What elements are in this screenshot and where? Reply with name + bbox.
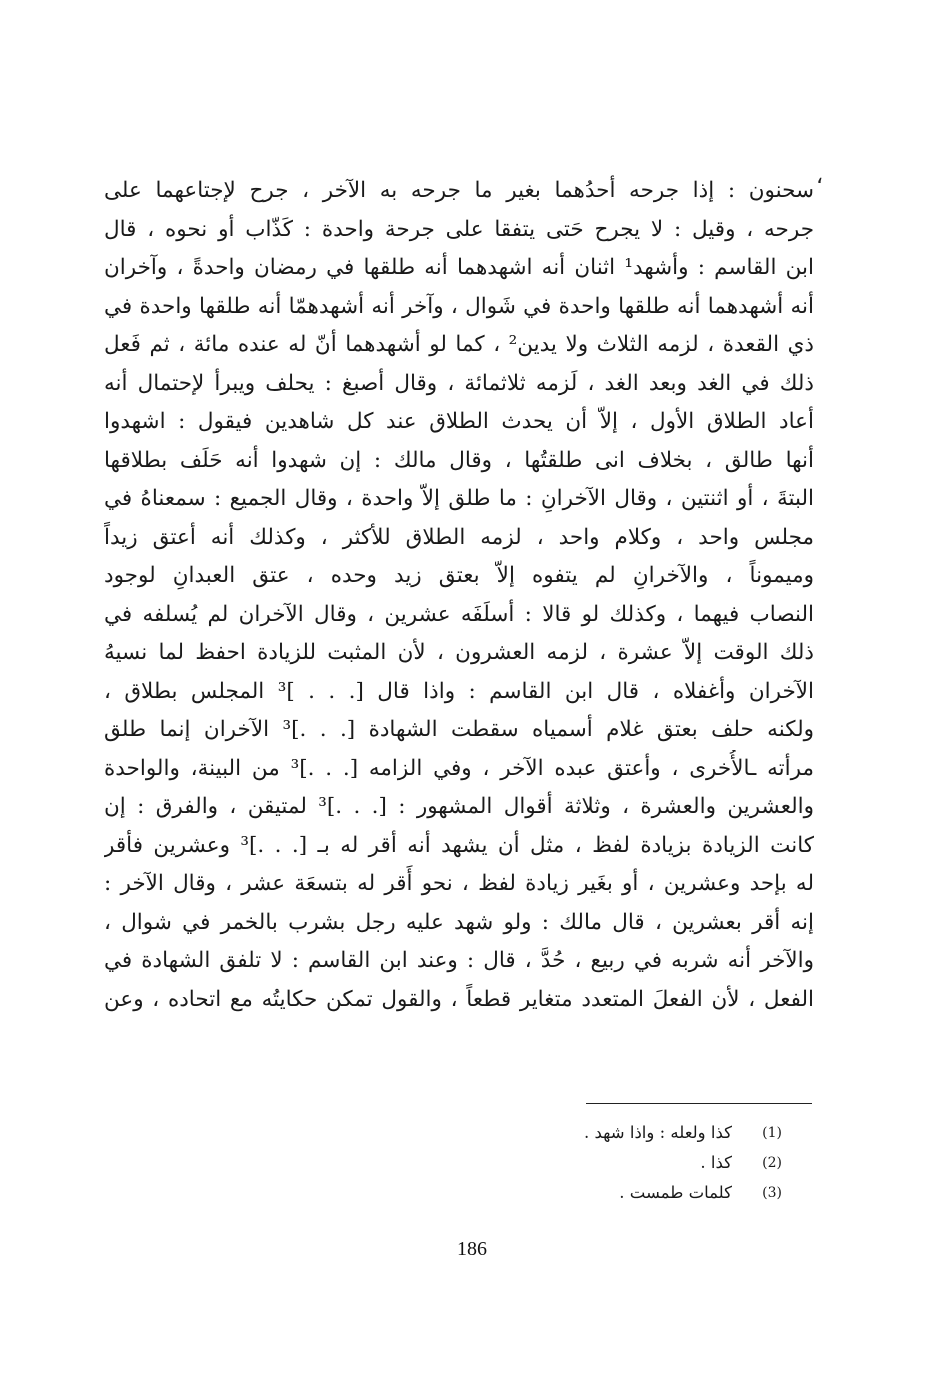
text-line: الفعل ، لأن الفعلَ المتعدد متغاير قطعاً ، والقول تمكن حكايتُه مع اتحاده ، وعن — [104, 986, 814, 1012]
footnote — [462, 1118, 782, 1148]
text-line: البتةَ ، أو اثنتين ، وقال الآخرانِ : ما طلق إلاّ واحدة ، وقال الجميع : سمعناهُ في — [104, 486, 814, 511]
text-line: وميموناً ، والآخرانِ لم يتفوه إلاّ بعتق زيد وحده ، عتق العبدانِ لوجود — [104, 563, 814, 588]
text-line: أنه أشهدهما أنه طلقها واحدة في شَوال ، وآخر أنه أشهدهمّا أنه طلقها واحدة في — [104, 293, 814, 319]
footnotes — [462, 1118, 782, 1208]
text-line: أنها طالق ، بخلاف انى طلقتُها ، وقال مالك : إن شهدوا أنه حَلَف بطلاقها — [104, 447, 814, 473]
text-line: مرأته ـالأُخرى ، وأعتق عبده الآخر ، وفي الزامه [. . .]³ من البينة، والواحدة — [104, 755, 814, 781]
text-line: والعشرين والعشرة ، وثلاثة أقوال المشهور : [. . .]³ لمتيقن ، والفرق : إن — [104, 794, 814, 819]
footnote-text: كلمات طمست . — [619, 1183, 732, 1202]
footnote-number: (3) — [762, 1185, 782, 1201]
text-line: الآخران وأغفلاه ، قال ابن القاسم : واذا قال [. . . ]³ المجلس بطلاق ، — [104, 678, 814, 704]
margin-mark: ، — [816, 164, 824, 189]
body-text — [104, 172, 814, 1019]
text-line: ابن القاسم : وأشهد¹ اثنان أنه اشهدهما أنه طلقها في رمضان واحدةً ، وآخران — [104, 255, 814, 280]
text-line: مجلس واحد ، وكلام واحد ، لزمه الطلاق للأكثر ، وكذلك أنه أعتق زيداً — [104, 524, 814, 550]
text-line: جرحه ، وقيل : لا يجرح حَتى يتفقا على جرحة واحدة : كَذّاب أو نحوه ، قال — [104, 216, 814, 242]
text-line: ذلك في الغد وبعد الغد ، لَزمه ثلاثمائة ، وقال أصبغ : يحلف ويبرأ لإحتمال أنه — [104, 370, 814, 396]
footnote-text: كذا ولعله : واذا شهد . — [584, 1123, 732, 1142]
footnote-number: (1) — [762, 1125, 782, 1141]
text-line: النصاب فيهما ، وكذلك لو قالا : أسلَفَه عشرين ، وقال الآخران لم يُسلفه في — [104, 601, 814, 627]
text-line: ولكنه حلف بعتق غلام أسمياه سقطت الشهادة [. . .]³ الآخران إنما طلق — [104, 717, 814, 742]
text-line: إنه أقر بعشرين ، قال مالك : ولو شهد عليه رجل بشرب بالخمر في شوال ، — [104, 909, 814, 935]
footnote — [462, 1148, 782, 1178]
page-number: 186 — [457, 1238, 487, 1260]
footnote-text: كذا . — [700, 1153, 732, 1172]
footnote — [462, 1178, 782, 1208]
text-line: والآخر أنه شربه في ربيع ، حُدَّ ، قال : وعند ابن القاسم : لا تلفق الشهادة في — [104, 948, 814, 973]
text-line: ذلك الوقت إلاّ عشرة ، لزمه العشرون ، لأن المثبت للزيادة احفظ لما نسيهُ — [104, 640, 814, 665]
text-line: أعاد الطلاق الأول ، إلاّ أن يحدث الطلاق عند كل شاهدين فيقول : اشهدوا — [104, 409, 814, 434]
text-line: له بإحد وعشرين ، أو بغَير زيادة لفظ ، نحو أَقر له بتسعَة عشر ، وقال الآخر : — [104, 871, 814, 896]
footnote-number: (2) — [762, 1155, 782, 1171]
footnote-separator — [586, 1103, 812, 1104]
text-line: ذي القعدة ، لزمه الثلاث ولا يدين² ، كما لو أشهدهما أنّ له عنده مائة ، ثم فَعل — [104, 332, 814, 357]
text-line: كانت الزيادة بزيادة لفظ ، مثل أن يشهد أنه أقر له بـ [. . .]³ وعشرين فأقر — [104, 832, 814, 858]
text-line: سحنون : إذا جرحه أحدُهما بغير ما جرحه به الآخر ، جرح لإجتاعهما على — [104, 178, 814, 203]
